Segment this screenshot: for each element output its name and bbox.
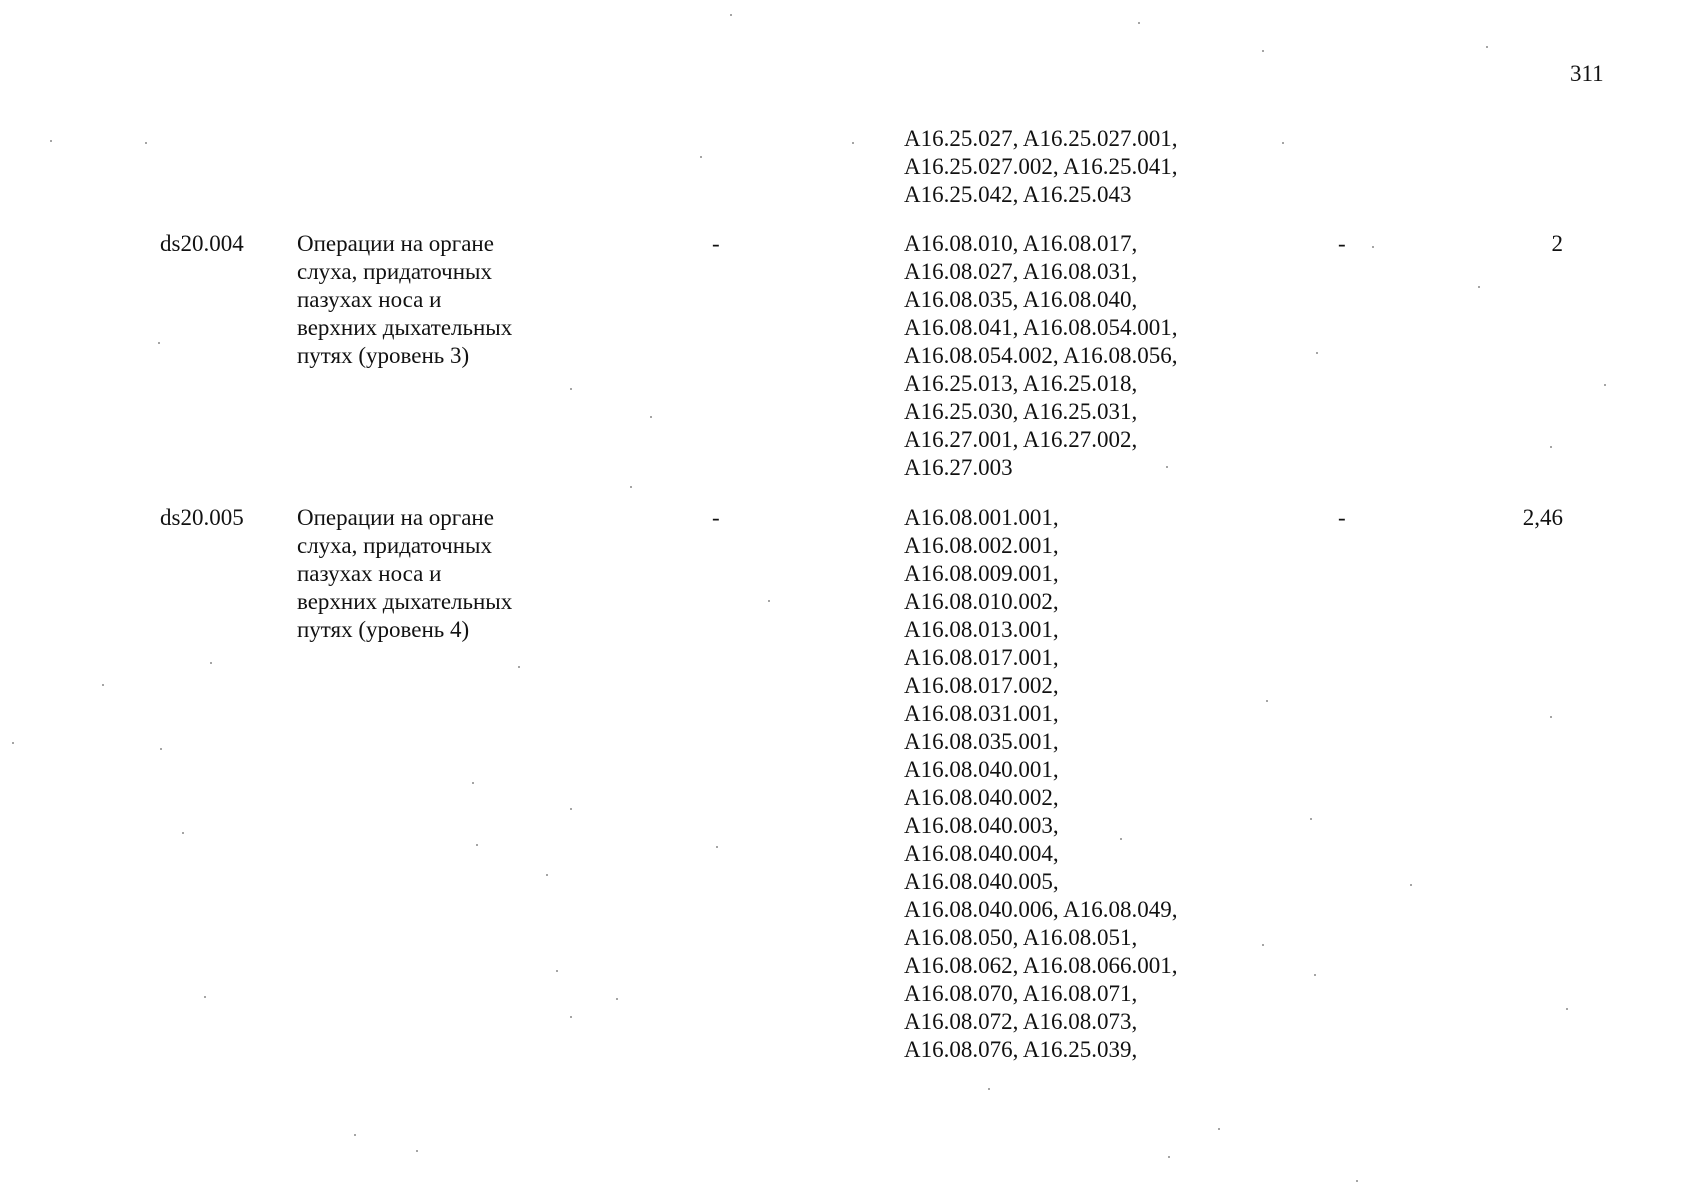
code-line: A16.27.001, A16.27.002, <box>904 427 1138 452</box>
code-line: A16.08.017.001, <box>904 645 1059 670</box>
scan-speck <box>1550 446 1552 448</box>
scan-speck <box>716 846 718 848</box>
code-line: A16.08.017.002, <box>904 673 1059 698</box>
code-line: A16.08.040.003, <box>904 813 1059 838</box>
code-line: A16.08.072, A16.08.073, <box>904 1009 1138 1034</box>
name-line: верхних дыхательных <box>297 315 513 340</box>
row-code: ds20.004 <box>160 231 244 256</box>
code-line: A16.08.013.001, <box>904 617 1059 642</box>
scan-speck <box>1310 818 1312 820</box>
code-line: A16.08.002.001, <box>904 533 1059 558</box>
scan-speck <box>1478 286 1480 288</box>
scan-speck <box>1486 46 1488 48</box>
name-line: пазухах носа и <box>297 561 442 586</box>
name-line: путях (уровень 3) <box>297 343 470 368</box>
scan-speck <box>12 742 14 744</box>
row-dash-column-5: - <box>1338 505 1346 530</box>
row-coefficient: 2 <box>1551 231 1563 256</box>
scan-speck <box>354 1134 356 1136</box>
scan-speck <box>158 342 160 344</box>
scan-speck <box>472 782 474 784</box>
row-dash-column-5: - <box>1338 231 1346 256</box>
code-line: A16.08.040.005, <box>904 869 1059 894</box>
scan-speck <box>1262 50 1264 52</box>
scan-speck <box>1316 352 1318 354</box>
scan-speck <box>1314 974 1316 976</box>
row-name <box>297 230 557 370</box>
code-line: A16.08.027, A16.08.031, <box>904 259 1138 284</box>
code-line: A16.08.040.004, <box>904 841 1059 866</box>
name-line: слуха, придаточных <box>297 533 493 558</box>
code-line: A16.08.062, A16.08.066.001, <box>904 953 1178 978</box>
code-line: A16.08.010, A16.08.017, <box>904 231 1138 256</box>
scan-speck <box>182 832 184 834</box>
scan-speck <box>1266 700 1268 702</box>
code-line: A16.08.035.001, <box>904 729 1059 754</box>
name-line: Операции на органе <box>297 505 494 530</box>
continued-codes-cell <box>904 125 1177 209</box>
code-line: A16.08.076, A16.25.039, <box>904 1037 1138 1062</box>
code-line: A16.08.001.001, <box>904 505 1059 530</box>
name-line: Операции на органе <box>297 231 494 256</box>
scan-speck <box>160 748 162 750</box>
scan-speck <box>476 844 478 846</box>
scan-speck <box>1566 1008 1568 1010</box>
code-line: A16.25.042, A16.25.043 <box>904 182 1132 207</box>
row-coefficient: 2,46 <box>1522 505 1563 530</box>
scan-speck <box>204 996 206 998</box>
scan-speck <box>1138 22 1140 24</box>
code-line: A16.08.040.001, <box>904 757 1059 782</box>
scan-speck <box>988 1088 990 1090</box>
code-line: A16.08.031.001, <box>904 701 1059 726</box>
code-line: A16.08.041, A16.08.054.001, <box>904 315 1178 340</box>
code-line: A16.08.035, A16.08.040, <box>904 287 1138 312</box>
code-line: A16.25.030, A16.25.031, <box>904 399 1138 424</box>
name-line: слуха, придаточных <box>297 259 493 284</box>
scan-speck <box>1410 884 1412 886</box>
scan-speck <box>700 156 702 158</box>
scan-speck <box>630 486 632 488</box>
scan-speck <box>570 808 572 810</box>
scan-speck <box>1218 1128 1220 1130</box>
code-line: A16.27.003 <box>904 455 1013 480</box>
row-dash-column-3: - <box>712 231 720 256</box>
code-line: A16.08.070, A16.08.071, <box>904 981 1138 1006</box>
scan-speck <box>1282 142 1284 144</box>
scan-speck <box>546 874 548 876</box>
code-line: A16.08.054.002, A16.08.056, <box>904 343 1178 368</box>
code-line: A16.08.009.001, <box>904 561 1059 586</box>
name-line: путях (уровень 4) <box>297 617 470 642</box>
page-number: 311 <box>1570 61 1604 86</box>
scan-speck <box>416 1150 418 1152</box>
scan-speck <box>102 684 104 686</box>
name-line: пазухах носа и <box>297 287 442 312</box>
scan-speck <box>730 14 732 16</box>
code-line: A16.08.040.002, <box>904 785 1059 810</box>
scan-speck <box>570 1016 572 1018</box>
scan-speck <box>1168 1156 1170 1158</box>
scan-speck <box>1356 1180 1358 1182</box>
row-code: ds20.005 <box>160 505 244 530</box>
scan-speck <box>650 416 652 418</box>
scan-speck <box>556 970 558 972</box>
code-line: A16.08.050, A16.08.051, <box>904 925 1138 950</box>
scan-speck <box>616 998 618 1000</box>
scan-speck <box>210 662 212 664</box>
scan-speck <box>1262 944 1264 946</box>
name-line: верхних дыхательных <box>297 589 513 614</box>
scan-speck <box>1372 246 1374 248</box>
row-service-codes <box>904 504 1177 1064</box>
scan-speck <box>518 666 520 668</box>
code-line: A16.25.013, A16.25.018, <box>904 371 1138 396</box>
code-line: A16.25.027.002, A16.25.041, <box>904 154 1178 179</box>
scan-speck <box>1166 466 1168 468</box>
scan-speck <box>768 600 770 602</box>
scan-speck <box>1550 716 1552 718</box>
code-line: A16.08.040.006, A16.08.049, <box>904 897 1178 922</box>
scan-speck <box>145 142 147 144</box>
code-line: A16.25.027, A16.25.027.001, <box>904 126 1178 151</box>
row-service-codes <box>904 230 1177 482</box>
scan-speck <box>50 140 52 142</box>
scan-speck <box>1604 384 1606 386</box>
code-line: A16.08.010.002, <box>904 589 1059 614</box>
scan-speck <box>1120 838 1122 840</box>
row-dash-column-3: - <box>712 505 720 530</box>
row-name <box>297 504 557 644</box>
scan-speck <box>570 388 572 390</box>
scan-speck <box>852 142 854 144</box>
